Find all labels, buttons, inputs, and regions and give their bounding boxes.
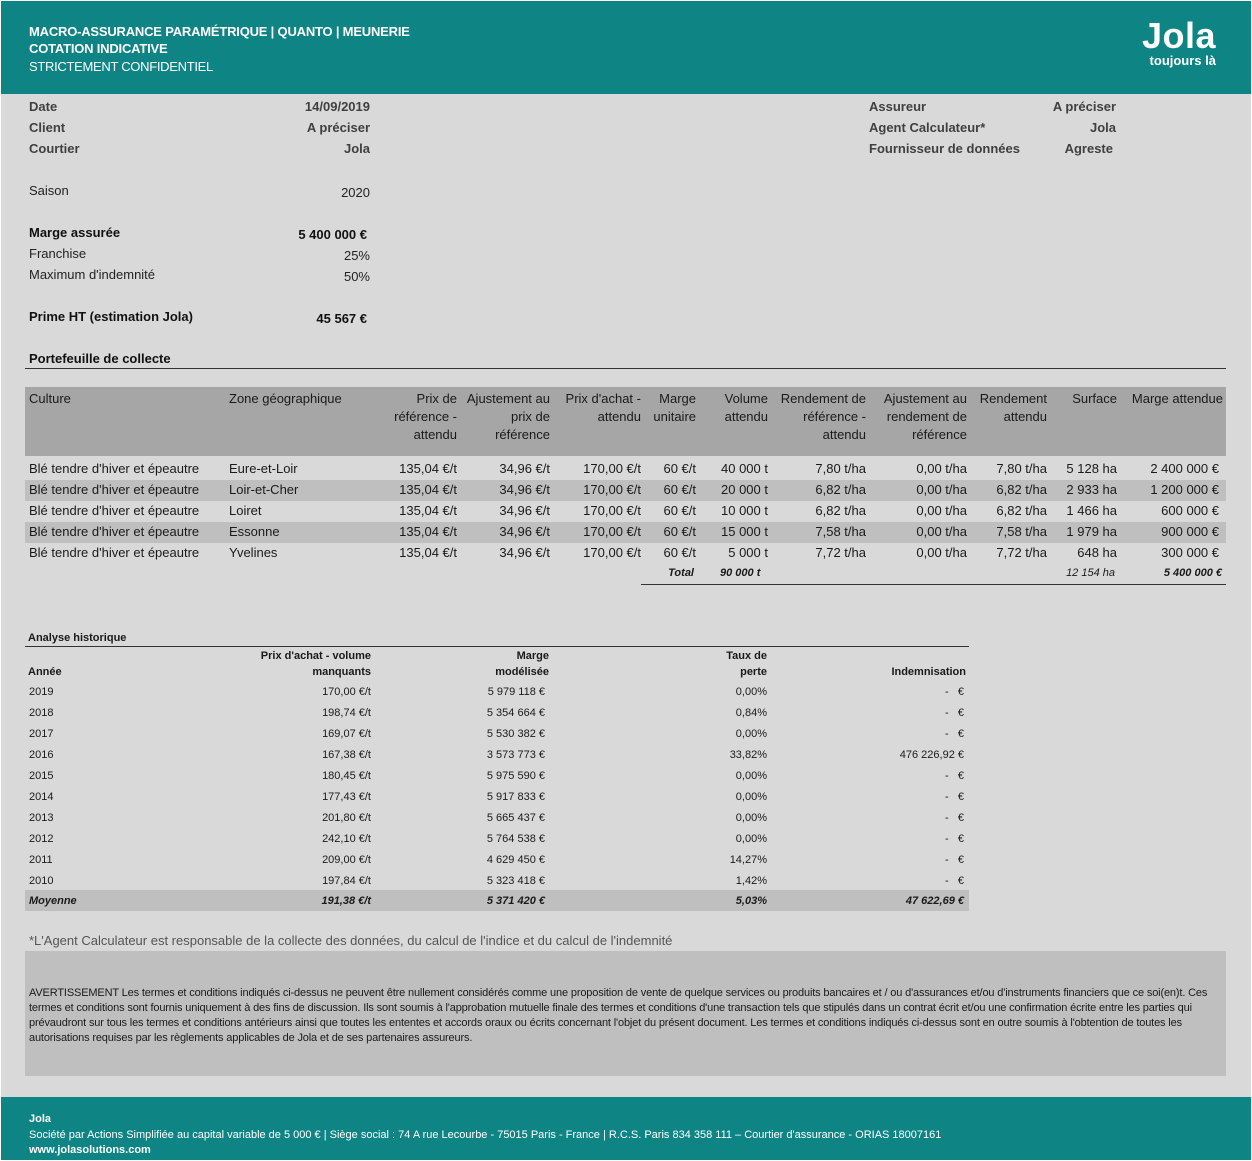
- section-divider: [25, 368, 1226, 369]
- hist-cell-prix: 167,38 €/t: [322, 749, 371, 761]
- hist-cell-prix: 242,10 €/t: [322, 833, 371, 845]
- cell-ajust-prix: 34,96 €/t: [499, 482, 550, 497]
- hist-cell-taux: 1,42%: [735, 875, 767, 887]
- cell-rend-ref: 7,80 t/ha: [815, 461, 866, 476]
- moyenne-prix: 191,38 €/t: [321, 895, 371, 907]
- courtier-label: Courtier: [29, 141, 80, 156]
- agent-calculateur-label: Agent Calculateur*: [869, 120, 986, 135]
- hist-col-indemnisation: Indemnisation: [891, 666, 966, 678]
- header-subtitle: COTATION INDICATIVE: [29, 41, 168, 56]
- cell-ajust-prix: 34,96 €/t: [499, 545, 550, 560]
- client-value: A préciser: [306, 120, 370, 135]
- header-title: MACRO-ASSURANCE PARAMÉTRIQUE | QUANTO | MEUNERIE: [29, 24, 410, 39]
- hist-cell-indem: - €: [945, 812, 964, 824]
- hist-cell-taux: 0,00%: [735, 728, 767, 740]
- cell-prix-ref: 135,04 €/t: [399, 545, 457, 560]
- hist-cell-indem: - €: [945, 728, 964, 740]
- historique-divider: [25, 646, 969, 647]
- hist-col-marge: Marge modélisée: [495, 650, 549, 678]
- disclaimer-box: [25, 951, 1226, 1076]
- portefeuille-title: Portefeuille de collecte: [29, 351, 171, 366]
- hist-col-prix: Prix d'achat - volume manquants: [260, 650, 371, 678]
- historique-row: [25, 723, 969, 744]
- cell-ajust-rend: 0,00 t/ha: [916, 461, 967, 476]
- cell-rend-ref: 7,72 t/ha: [815, 545, 866, 560]
- date-label: Date: [29, 99, 58, 114]
- hist-cell-indem: - €: [945, 707, 964, 719]
- logo-tagline: toujours là: [1149, 53, 1216, 68]
- hist-moyenne-row: [25, 890, 969, 911]
- assureur-value: A préciser: [1052, 99, 1116, 114]
- hist-cell-indem: - €: [945, 791, 964, 803]
- cell-marge-u: 60 €/t: [663, 545, 696, 560]
- portefeuille-header-row: [25, 387, 1226, 456]
- cell-rend: 7,58 t/ha: [996, 524, 1047, 539]
- max-indemnite-label: Maximum d'indemnité: [29, 267, 156, 282]
- cell-volume: 20 000 t: [721, 482, 768, 497]
- moyenne-indem: 47 622,69 €: [905, 895, 964, 907]
- cell-surface: 1 466 ha: [1066, 503, 1117, 518]
- cell-rend: 6,82 t/ha: [996, 482, 1047, 497]
- historique-row: [25, 870, 969, 891]
- cell-volume: 10 000 t: [721, 503, 768, 518]
- total-divider: [641, 584, 1226, 585]
- portefeuille-row: [25, 459, 1226, 480]
- cell-prix-ref: 135,04 €/t: [399, 524, 457, 539]
- cell-prix-ref: 135,04 €/t: [399, 503, 457, 518]
- cell-prix-achat: 170,00 €/t: [583, 545, 641, 560]
- cell-volume: 5 000 t: [728, 545, 768, 560]
- moyenne-marge: 5 371 420 €: [486, 895, 545, 907]
- saison-label: Saison: [29, 183, 69, 198]
- total-marge: 5 400 000 €: [1163, 567, 1222, 579]
- hist-col-taux: Taux de perte: [726, 650, 767, 678]
- cell-prix-achat: 170,00 €/t: [583, 524, 641, 539]
- hist-cell-annee: 2012: [29, 833, 54, 845]
- historique-row: [25, 744, 969, 765]
- historique-row: [25, 765, 969, 786]
- historique-row: [25, 786, 969, 807]
- col-prix-ref: Prix de référence - attendu: [394, 391, 457, 442]
- hist-cell-prix: 197,84 €/t: [322, 875, 371, 887]
- hist-cell-annee: 2014: [29, 791, 54, 803]
- hist-cell-prix: 180,45 €/t: [322, 770, 371, 782]
- hist-cell-indem: 476 226,92 €: [899, 749, 964, 761]
- cell-culture: Blé tendre d'hiver et épeautre: [29, 524, 200, 539]
- cell-ajust-prix: 34,96 €/t: [499, 461, 550, 476]
- col-rend-ref: Rendement de référence - attendu: [780, 391, 866, 442]
- hist-cell-indem: - €: [945, 875, 964, 887]
- col-surface: Surface: [1072, 391, 1117, 406]
- saison-value: 2020: [341, 185, 370, 200]
- prime-label: Prime HT (estimation Jola): [29, 309, 193, 324]
- col-marge-attendue: Marge attendue: [1131, 391, 1223, 406]
- col-ajust-prix: Ajustement au prix de référence: [466, 391, 550, 442]
- franchise-label: Franchise: [29, 246, 87, 261]
- hist-cell-annee: 2015: [29, 770, 54, 782]
- historique-row: [25, 702, 969, 723]
- hist-cell-annee: 2019: [29, 686, 54, 698]
- hist-cell-prix: 170,00 €/t: [322, 686, 371, 698]
- col-volume: Volume attendu: [724, 391, 768, 424]
- col-culture: Culture: [29, 391, 71, 406]
- cell-prix-ref: 135,04 €/t: [399, 482, 457, 497]
- cell-zone: Loiret: [229, 503, 262, 518]
- cell-culture: Blé tendre d'hiver et épeautre: [29, 503, 200, 518]
- hist-cell-indem: - €: [945, 770, 964, 782]
- historique-row: [25, 681, 969, 702]
- hist-cell-marge: 5 975 590 €: [486, 770, 545, 782]
- cell-marge-u: 60 €/t: [663, 482, 696, 497]
- footer-legal: Société par Actions Simplifiée au capital variable de 5 000 € | Siège social : 74 A rue Lecourbe - 75015 Paris - France | R.C.S. Paris 834 358 111 – Courtier d'assurance - ORIAS 18007161: [29, 1129, 942, 1141]
- hist-cell-taux: 0,00%: [735, 770, 767, 782]
- historique-row: [25, 807, 969, 828]
- hist-cell-annee: 2013: [29, 812, 54, 824]
- jola-logo: [1142, 17, 1216, 68]
- cell-rend: 6,82 t/ha: [996, 503, 1047, 518]
- hist-cell-taux: 33,82%: [729, 749, 767, 761]
- cell-rend: 7,72 t/ha: [996, 545, 1047, 560]
- hist-cell-indem: - €: [945, 854, 964, 866]
- client-label: Client: [29, 120, 66, 135]
- historique-title: Analyse historique: [28, 632, 127, 644]
- portefeuille-row: [25, 543, 1226, 564]
- portefeuille-row: [25, 522, 1226, 543]
- hist-cell-annee: 2018: [29, 707, 54, 719]
- hist-cell-marge: 3 573 773 €: [486, 749, 545, 761]
- historique-row: [25, 828, 969, 849]
- cell-prix-ref: 135,04 €/t: [399, 461, 457, 476]
- col-ajust-rend: Ajustement au rendement de référence: [883, 391, 967, 442]
- cell-marge-u: 60 €/t: [663, 503, 696, 518]
- col-rendement: Rendement attendu: [979, 391, 1047, 424]
- cell-surface: 648 ha: [1077, 545, 1117, 560]
- cell-prix-achat: 170,00 €/t: [583, 503, 641, 518]
- moyenne-label: Moyenne: [29, 895, 77, 907]
- historique-row: [25, 849, 969, 870]
- hist-cell-annee: 2016: [29, 749, 54, 761]
- franchise-value: 25%: [343, 248, 370, 263]
- prime-value: 45 567 €: [316, 311, 367, 326]
- cell-ajust-prix: 34,96 €/t: [499, 524, 550, 539]
- col-prix-achat: Prix d'achat - attendu: [565, 391, 641, 424]
- cell-rend: 7,80 t/ha: [996, 461, 1047, 476]
- max-indemnite-value: 50%: [343, 269, 370, 284]
- hist-cell-annee: 2011: [29, 854, 53, 866]
- hist-cell-taux: 0,00%: [735, 791, 767, 803]
- quote-document: [1, 1, 1251, 1160]
- total-surface: 12 154 ha: [1066, 567, 1115, 579]
- footer-company: Jola: [29, 1113, 52, 1125]
- moyenne-taux: 5,03%: [735, 895, 767, 907]
- logo-wordmark: Jola: [1141, 15, 1216, 56]
- date-value: 14/09/2019: [304, 99, 370, 114]
- hist-cell-marge: 5 530 382 €: [486, 728, 545, 740]
- hist-cell-marge: 5 354 664 €: [486, 707, 545, 719]
- hist-cell-taux: 0,84%: [735, 707, 767, 719]
- hist-cell-prix: 169,07 €/t: [322, 728, 371, 740]
- cell-volume: 40 000 t: [721, 461, 768, 476]
- hist-cell-prix: 177,43 €/t: [322, 791, 371, 803]
- cell-ajust-rend: 0,00 t/ha: [916, 545, 967, 560]
- hist-cell-taux: 14,27%: [729, 854, 767, 866]
- cell-marge-att: 600 000 €: [1161, 503, 1219, 518]
- total-label: Total: [668, 567, 694, 579]
- cell-prix-achat: 170,00 €/t: [583, 461, 641, 476]
- cell-ajust-rend: 0,00 t/ha: [916, 524, 967, 539]
- marge-assuree-value: 5 400 000 €: [298, 227, 367, 242]
- marge-assuree-label: Marge assurée: [29, 225, 121, 240]
- header-confidential: STRICTEMENT CONFIDENTIEL: [29, 59, 213, 74]
- agent-calculateur-value: Jola: [1089, 120, 1116, 135]
- footer-website-link[interactable]: www.jolasolutions.com: [29, 1144, 151, 1156]
- hist-cell-taux: 0,00%: [735, 833, 767, 845]
- cell-culture: Blé tendre d'hiver et épeautre: [29, 545, 200, 560]
- agent-footnote: *L'Agent Calculateur est responsable de la collecte des données, du calcul de l'indice et du calcul de l'indemnité: [29, 933, 673, 948]
- header-banner: [1, 1, 1251, 94]
- portefeuille-row: [25, 480, 1226, 501]
- hist-cell-annee: 2010: [29, 875, 54, 887]
- fournisseur-value: Agreste: [1064, 141, 1113, 156]
- hist-col-annee: Année: [28, 666, 62, 678]
- hist-cell-marge: 5 979 118 €: [487, 686, 545, 698]
- cell-surface: 1 979 ha: [1066, 524, 1117, 539]
- cell-marge-att: 2 400 000 €: [1150, 461, 1219, 476]
- hist-cell-annee: 2017: [29, 728, 54, 740]
- col-zone: Zone géographique: [229, 391, 342, 406]
- cell-zone: Eure-et-Loir: [229, 461, 298, 476]
- col-marge-unitaire: Marge unitaire: [653, 391, 696, 424]
- footer-banner: [1, 1097, 1251, 1160]
- cell-surface: 2 933 ha: [1066, 482, 1117, 497]
- assureur-label: Assureur: [869, 99, 927, 114]
- hist-cell-prix: 198,74 €/t: [322, 707, 371, 719]
- hist-cell-indem: - €: [945, 686, 964, 698]
- cell-marge-att: 900 000 €: [1161, 524, 1219, 539]
- cell-rend-ref: 6,82 t/ha: [815, 482, 866, 497]
- cell-prix-achat: 170,00 €/t: [583, 482, 641, 497]
- hist-cell-prix: 209,00 €/t: [322, 854, 371, 866]
- fournisseur-label: Fournisseur de données: [869, 141, 1020, 156]
- hist-cell-indem: - €: [945, 833, 964, 845]
- hist-cell-taux: 0,00%: [735, 686, 767, 698]
- hist-cell-marge: 5 665 437 €: [486, 812, 545, 824]
- disclaimer-text: AVERTISSEMENT Les termes et conditions indiqués ci-dessus ne peuvent être nullement considérés comme une proposition de vente de quelque services ou produits bancaires et / ou d'assurances et/ou d'instruments financiers que ce soi(en)t. Ces termes et conditions sont fournis uniquement à des fins de discussion. Ils sont soumis à l'approbation mutuelle finale des termes et conditions d'une transaction tels que stipulés dans un contrat écrit et/ou une confirmation écrite entre les parties qui prévaudront sur tous les termes et conditions antérieurs ainsi que toutes les ententes et accords oraux ou écrits concernant l'objet du présent document. Les termes et conditions indiqués ci-dessus sont en outre soumis à l'obtention de toutes les autorisations requises par les règlements applicables de Jola et de ses partenaires assureurs.: [29, 987, 1208, 1044]
- cell-ajust-rend: 0,00 t/ha: [916, 503, 967, 518]
- cell-rend-ref: 7,58 t/ha: [815, 524, 866, 539]
- hist-cell-marge: 5 323 418 €: [486, 875, 545, 887]
- cell-marge-att: 300 000 €: [1161, 545, 1219, 560]
- hist-cell-prix: 201,80 €/t: [322, 812, 371, 824]
- cell-culture: Blé tendre d'hiver et épeautre: [29, 482, 200, 497]
- hist-cell-marge: 4 629 450 €: [486, 854, 545, 866]
- cell-ajust-rend: 0,00 t/ha: [916, 482, 967, 497]
- hist-cell-marge: 5 917 833 €: [486, 791, 545, 803]
- cell-zone: Essonne: [229, 524, 280, 539]
- cell-marge-u: 60 €/t: [663, 524, 696, 539]
- cell-culture: Blé tendre d'hiver et épeautre: [29, 461, 200, 476]
- total-volume: 90 000 t: [720, 567, 761, 579]
- portefeuille-row: [25, 501, 1226, 522]
- courtier-value: Jola: [343, 141, 370, 156]
- cell-ajust-prix: 34,96 €/t: [499, 503, 550, 518]
- cell-surface: 5 128 ha: [1066, 461, 1117, 476]
- hist-cell-marge: 5 764 538 €: [486, 833, 545, 845]
- cell-marge-att: 1 200 000 €: [1150, 482, 1219, 497]
- cell-marge-u: 60 €/t: [663, 461, 696, 476]
- cell-zone: Yvelines: [229, 545, 278, 560]
- cell-zone: Loir-et-Cher: [229, 482, 299, 497]
- hist-cell-taux: 0,00%: [735, 812, 767, 824]
- cell-rend-ref: 6,82 t/ha: [815, 503, 866, 518]
- cell-volume: 15 000 t: [721, 524, 768, 539]
